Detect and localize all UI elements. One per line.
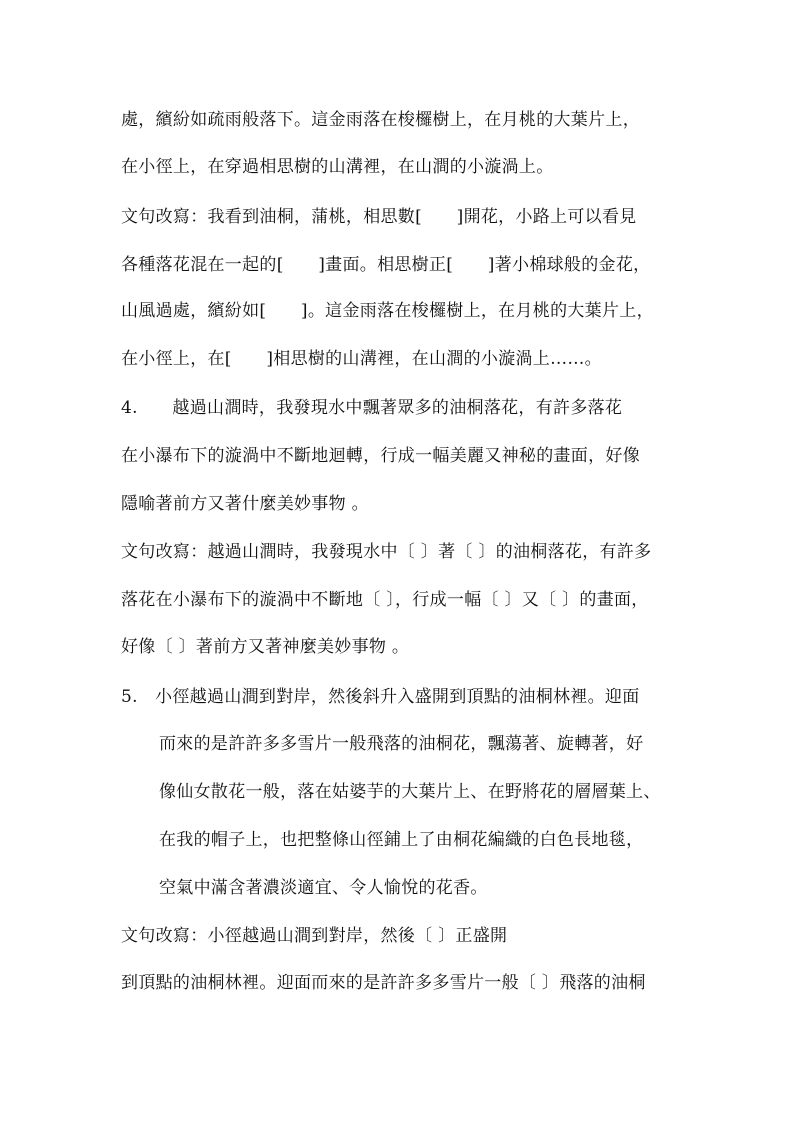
text-line: 在小徑上，在[ ]相思樹的山溝裡，在山澗的小漩渦上……。	[121, 349, 602, 369]
text-line: 文句改寫：小徑越過山澗到對岸，然後〔 〕正盛開	[121, 926, 508, 946]
text-line: 4. 越過山澗時，我發現水中飄著眾多的油桐落花，有許多落花	[121, 398, 623, 418]
text-line: 在小瀑布下的漩渦中不斷地迴轉，行成一幅美麗又神秘的畫面，好像	[121, 446, 640, 466]
text-line: 而來的是許許多多雪片一般飛落的油桐花，飄蕩著、旋轉著，好	[159, 734, 644, 754]
text-line: 隱喻著前方又著什麼美妙事物 。	[121, 494, 369, 514]
text-line: 各種落花混在一起的[ ]畫面。相思樹正[ ]著小棉球般的金花，	[121, 255, 651, 275]
text-line: 山風過處，繽紛如[ ]。這金雨落在梭欏樹上，在月桃的大葉片上，	[121, 301, 654, 321]
text-line: 落花在小瀑布下的漩渦中不斷地〔 〕，行成一幅〔 〕又〔 〕的畫面，	[121, 590, 649, 610]
text-line: 文句改寫：我看到油桐，蒲桃，相思數[ ]開花，小路上可以看見	[121, 207, 637, 227]
text-line: 空氣中滿含著濃淡適宜、令人愉悅的花香。	[159, 878, 488, 898]
text-line: 好像〔 〕著前方又著神麼美妙事物 。	[121, 637, 410, 657]
text-line: 文句改寫：越過山澗時，我發現水中〔 〕著〔 〕的油桐落花，有許多	[121, 542, 652, 562]
text-line: 在我的帽子上，也把整條山徑鋪上了由桐花編織的白色長地毯，	[159, 830, 644, 850]
text-line: 在小徑上，在穿過相思樹的山溝裡，在山澗的小漩渦上。	[121, 157, 554, 177]
text-line: 處，繽紛如疏雨般落下。這金雨落在梭欏樹上，在月桃的大葉片上，	[121, 110, 640, 130]
text-line: 到頂點的油桐林裡。迎面而來的是許許多多雪片一般〔 〕飛落的油桐	[121, 973, 646, 993]
text-line: 像仙女散花一般，落在姑婆芋的大葉片上、在野將花的層層葉上、	[159, 782, 661, 802]
text-line: 5. 小徑越過山澗到對岸，然後斜升入盛開到頂點的油桐林裡。迎面	[121, 687, 640, 707]
